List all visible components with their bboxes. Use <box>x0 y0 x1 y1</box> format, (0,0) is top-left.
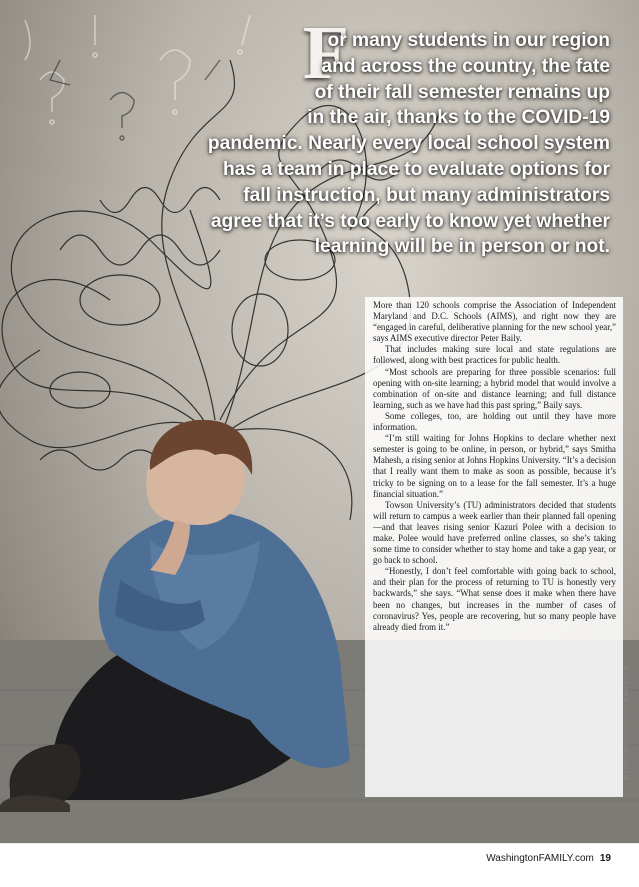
headline <box>205 28 610 260</box>
body-paragraph: “Honestly, I don’t feel comfortable with going back to school, and their plan for the process of returning to TU is honestly very backwards,” she says. “What sense does it make when there have been no changes, but increases in the number of cases of coronavirus? Yes, people are recovering, but so many people have already died from it.” <box>373 566 616 632</box>
dark-doodles <box>50 60 220 140</box>
body-paragraph: “Most schools are preparing for three possible scenarios: full opening with on-site learning; a hybrid model that would involve a combination of on-site and distance learning; and full distance learning, such as we have had this past spring,” Baily says. <box>373 366 616 410</box>
page-footer <box>486 853 611 864</box>
drop-cap: F <box>302 11 350 95</box>
page-number: 19 <box>599 853 611 864</box>
headline-line: pandemic. Nearly every local school system <box>207 133 610 155</box>
footer-divider <box>0 843 639 844</box>
body-text-panel <box>365 297 623 797</box>
footer-site: WashingtonFAMILY.com <box>486 853 594 864</box>
headline-line: of their fall semester remains up <box>314 81 610 103</box>
body-paragraph: Some colleges, too, are holding out until they have more information. <box>373 410 616 433</box>
headline-line: in the air, thanks to the COVID-19 <box>307 107 610 129</box>
student-figure <box>0 420 350 812</box>
headline-line: or many students in our region <box>327 30 610 51</box>
photo-credit: BLUESKIES/ISTOCK / GETTY IMAGES PLUS <box>624 665 630 780</box>
body-paragraph: “I’m still waiting for Johns Hopkins to declare whether next semester is going to be online, in person, or hybrid,” says Smitha Mahesh, a rising senior at Johns Hopkins University. “It’s a decision that I really want them to make as soon as possible, because it’s tricky to be signing on to a lease for the fall semester. It’s a huge financial situation.” <box>373 433 616 499</box>
headline-line: and across the country, the fate <box>321 55 610 77</box>
body-paragraph: Towson University’s (TU) administrators decided that students will return to campus a week earlier than their planned fall opening—and that leaves rising senior Kazuri Polee with a decision to make. Polee would have preferred online classes, so she’s taking some time to consider whether to stay home and take a gap year, or go back to school. <box>373 499 616 566</box>
headline-line: learning will be in person or not. <box>314 236 610 258</box>
headline-line: has a team in place to evaluate options for <box>222 158 610 180</box>
body-paragraph: More than 120 schools comprise the Association of Independent Maryland and D.C. Schools (AIMS), and right now they are “engaged in careful, deliberative planning for the new school year,” says AIMS executive director Peter Baily. <box>373 300 616 344</box>
headline-line: fall instruction, but many administrators <box>243 184 610 206</box>
headline-line: agree that it’s too early to know yet whether <box>210 210 610 232</box>
body-paragraph: That includes making sure local and state regulations are followed, along with best practices for public health. <box>373 344 616 366</box>
